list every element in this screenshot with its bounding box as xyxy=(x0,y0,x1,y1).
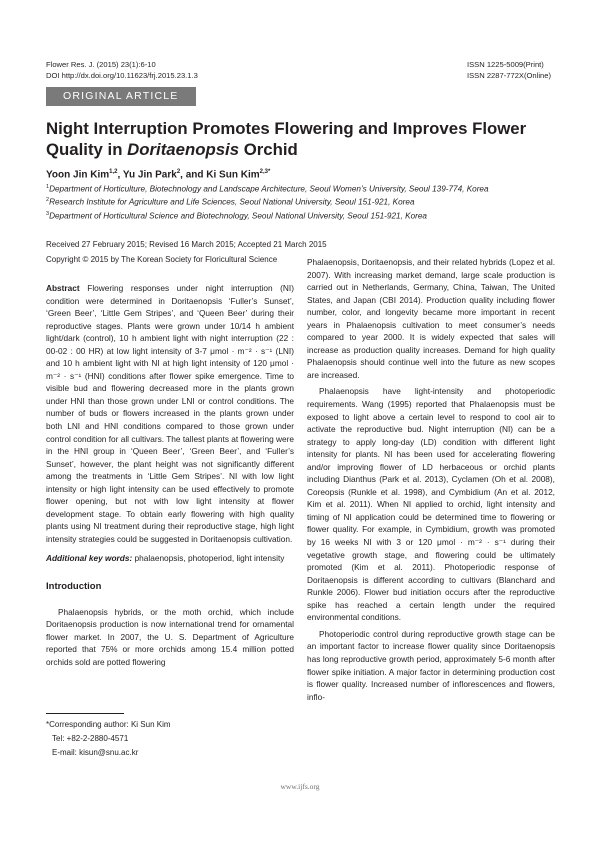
title-text: Night Interruption Promotes Flowering and Improves Flower Quality in xyxy=(46,119,527,159)
abstract-label: Abstract xyxy=(46,283,80,293)
author-3-affil: 2,3* xyxy=(259,169,271,175)
affiliation-1 xyxy=(46,182,566,195)
right-column xyxy=(307,256,555,703)
author-3: Ki Sun Kim xyxy=(206,169,260,181)
body-paragraph-1: Phalaenopsis, Doritaenopsis, and their related hybrids (Lopez et al. 2007). With increasing market demand, large scale production is carried out in Netherlands, Germany, China, Taiwan, The United States, and Japan (CBI 2014). Production quality including flower number, color, and longevity became more important in recent years in Phalaenopsis cultivation to meet consumer’s needs compared to year 2000. It is widely expected that sales will increase as production quality increases. Demand for high quality Phalaenopsis should continue well into the future as new scopes are increased. xyxy=(307,257,555,380)
author-sep: , and xyxy=(180,169,207,181)
affiliation-2 xyxy=(46,195,566,208)
author-2-affil: 2 xyxy=(176,169,181,175)
affiliation-marker: 1 xyxy=(46,184,50,190)
doi-link[interactable]: DOI http://dx.doi.org/10.11623/frj.2015.23.1.3 xyxy=(46,71,198,80)
title-italic: Doritaenopsis xyxy=(127,140,240,159)
footnote-divider xyxy=(46,713,124,714)
affiliation-text: Department of Horticulture, Biotechnology and Landscape Architecture, Seoul Women’s University, Seoul 139-774, Korea xyxy=(49,184,489,194)
title-end: Orchid xyxy=(239,140,298,159)
affiliations xyxy=(46,182,566,222)
abstract xyxy=(46,282,294,545)
affiliation-text: Department of Horticultural Science and Biotechnology, Seoul National University, Seoul 151-921, Korea xyxy=(49,211,427,221)
keywords xyxy=(46,552,294,565)
copyright: Copyright © 2015 by The Korean Society for Floricultural Science xyxy=(46,254,278,264)
author-2: Yu Jin Park xyxy=(122,169,177,181)
history-block xyxy=(46,238,327,268)
affiliation-marker: 3 xyxy=(46,210,50,217)
issn-print: ISSN 1225-5009(Print) xyxy=(467,60,544,69)
section-heading-introduction: Introduction xyxy=(46,581,102,593)
journal-header xyxy=(46,59,198,81)
author-list xyxy=(46,169,270,180)
body-paragraph-3: Photoperiodic control during reproductive growth stage can be an important factor to increase flower quality since Doritaenopsis has long reproductive growth period, approximately 5-6 month after flower spike initiation. A major factor in determining production cost is flower quality. Increased number of inflorescences and flowers, inflo- xyxy=(307,628,555,702)
corresponding-author: *Corresponding author: Ki Sun Kim xyxy=(46,720,171,729)
affiliation-marker: 2 xyxy=(46,197,50,204)
author-1-affil: 1,2 xyxy=(109,169,118,175)
intro-paragraph: Phalaenopsis hybrids, or the moth orchid, which include Doritaenopsis production is now international trend for ornamental flower market. In 2007, the U. S. Department of Agriculture reported that 75% or more orchids among 15.4 million potted orchids sold are potted flowering xyxy=(46,606,294,667)
affiliation-3 xyxy=(46,209,566,222)
keywords-label: Additional key words: xyxy=(46,553,133,564)
article-dates: Received 27 February 2015; Revised 16 March 2015; Accepted 21 March 2015 xyxy=(46,240,327,249)
affiliation-text: Research Institute for Agriculture and Life Sciences, Seoul National University, Seoul 151-921, Korea xyxy=(49,198,415,208)
author-email[interactable]: E-mail: kisun@snu.ac.kr xyxy=(52,748,139,757)
abstract-text: Flowering responses under night interruption (NI) condition were determined in Doritaenopsis ‘Fuller’s Sunset’, ‘Green Beer’, ‘Little Gem Stripes’, and ‘Queen Beer’ during their reproductive stages. Plants were grown under 10/14 h ambient light/dark (control), 10 h ambient light with night interruption (22 : 00-02 : 00 HR) at low light intensity of 3-7 μmol · m⁻² · s⁻¹ (LNI) and 10 h ambient light with NI at high light intensity of 120 μmol · m⁻² · s⁻¹ (HNI) conditions after flower spike emergence. Time to visible bud and flowering decreased more in the plants grown under HNI than those grown under LNI or control conditions. The number of buds or flowers increased in the plants grown under both LNI and HNI conditions compared to those grown under control condition for all cultivars. The tallest plants at flowering were in the HNI group in ‘Queen Beer’, ‘Green Beer’, and ‘Fuller’s Sunset’, however, the plant height was not significantly different among the treatments in ‘Little Gem Stripes’. NI with low light intensity or high light intensity can be used effectively to promote flower opening, but not with low light intensity at flower development stage. To obtain early flowering with high quality plants using NI treatment during their reproductive stage, high light intensity strategies could be suggested in Doritaenopsis cultivation. xyxy=(46,283,294,544)
issn-block xyxy=(467,59,551,81)
author-1: Yoon Jin Kim xyxy=(46,169,110,181)
journal-citation: Flower Res. J. (2015) 23(1):6-10 xyxy=(46,60,156,69)
correspondence-footnote xyxy=(46,718,171,760)
page-footer-url[interactable]: www.ijfs.org xyxy=(280,782,320,791)
body-paragraph-2: Phalaenopsis have light-intensity and photoperiodic requirements. Wang (1995) reported that Phalaenopsis must be exposed to light above a certain level to respond to cool air to activate the reproductive bud. Night interruption (NI) can be a strategy to apply long-day (LD) condition with different light intensity for plants. NI has been used for accelerating flowering and/or improving flower of LD herbaceous or orchid plants including Dianthus (Park et al. 2013), Cyclamen (Oh et al. 2008), Coreopsis (Runkle et al. 1998), and Cymbidium (An et al. 2012, Kim et al. 2011). When NI applied to orchid, light intensity and timing of NI application could be determined time to flowering or flower quality. For example, in Cymbidium, growth was promoted by 16 weeks NI with 3 or 120 μmol · m⁻² · s⁻¹ during their vegetative growth stage, and flowering could be ultimately promoted (Kim et al. 2011). Photoperiodic response of Doritaenopsis is different according to cultivars (Blanchard and Runkle 2006). Flower bud initiation occurs after the reproductive spike has reached a certain length under the required environmental conditions. xyxy=(307,386,555,623)
issn-online: ISSN 2287-772X(Online) xyxy=(467,71,551,80)
left-column xyxy=(46,282,294,668)
author-sep: , xyxy=(117,169,123,181)
paper-title xyxy=(46,118,566,160)
article-type-banner: ORIGINAL ARTICLE xyxy=(46,87,196,106)
keywords-text: phalaenopsis, photoperiod, light intensity xyxy=(132,553,285,564)
author-phone: Tel: +82-2-2880-4571 xyxy=(52,734,129,743)
